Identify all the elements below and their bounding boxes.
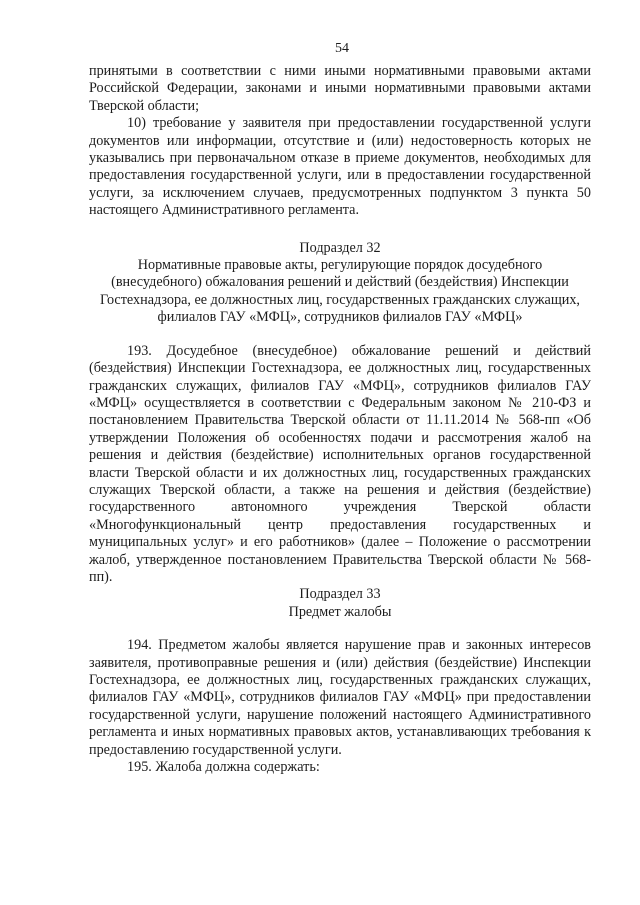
subsection-32-number: Подраздел 32 bbox=[299, 239, 381, 256]
document-page bbox=[89, 40, 591, 776]
subsection-33-heading bbox=[89, 586, 591, 621]
subsection-33-number: Подраздел 33 bbox=[299, 586, 381, 603]
paragraph-194: 194. Предметом жалобы является нарушение прав и законных интересов заявителя, противоправные решения и (или) действия (бездействие) Инспекции Гостехнадзора, ее должностных лиц, государственных гражданских служащих, филиалов ГАУ «МФЦ», сотрудников филиалов ГАУ «МФЦ» при предоставлении государственной услуги, нарушение положений настоящего Административного регламента и иных нормативных правовых актов, устанавливающих требования к предоставлению государственной услуги. bbox=[89, 637, 591, 758]
paragraph-195: 195. Жалоба должна содержать: bbox=[127, 759, 320, 776]
page-number: 54 bbox=[335, 41, 349, 56]
subsection-33-title: Предмет жалобы bbox=[288, 603, 392, 620]
subsection-32-title: Нормативные правовые акты, регулирующие порядок досудебного (внесудебного) обжалования решений и действий (бездействия) Инспекции Гостехнадзора, ее должностных лиц, государственных гражданских служащих, филиалов ГАУ «МФЦ», сотрудников филиалов ГАУ «МФЦ» bbox=[100, 257, 580, 326]
paragraph-continuation: принятыми в соответствии с ними иными нормативными правовыми актами Российской Федерации, законами и иными нормативными правовыми актами Тверской области; bbox=[89, 63, 591, 114]
paragraph-193: 193. Досудебное (внесудебное) обжалование решений и действий (бездействия) Инспекции Гостехнадзора, ее должностных лиц, государственных гражданских служащих, филиалов ГАУ «МФЦ», сотрудников филиалов ГАУ «МФЦ» осуществляется в соответствии с Федеральным законом № 210-ФЗ и постановлением Правительства Тверской области от 11.11.2014 № 568-пп «Об утверждении Положения об особенностях подачи и рассмотрения жалоб на решения и действия (бездействие) исполнительных органов государственной власти Тверской области и их должностных лиц, государственных гражданских служащих Тверской области, а также на решения и действия (бездействие) государственного автономного учреждения Тверской области «Многофункциональный центр предоставления государственных и муниципальных услуг» и его работников» (далее – Положение о рассмотрении жалоб, утвержденное постановлением Правительства Тверской области № 568-пп). bbox=[89, 342, 591, 585]
paragraph-item-10: 10) требование у заявителя при предоставлении государственной услуги документов или информации, отсутствие и (или) недостоверность которых не указывались при первоначальном отказе в приеме документов, необходимых для предоставления государственной услуги, или в предоставлении государственной услуги, за исключением случаев, предусмотренных подпунктом 3 пункта 50 настоящего Административного регламента. bbox=[89, 115, 591, 219]
